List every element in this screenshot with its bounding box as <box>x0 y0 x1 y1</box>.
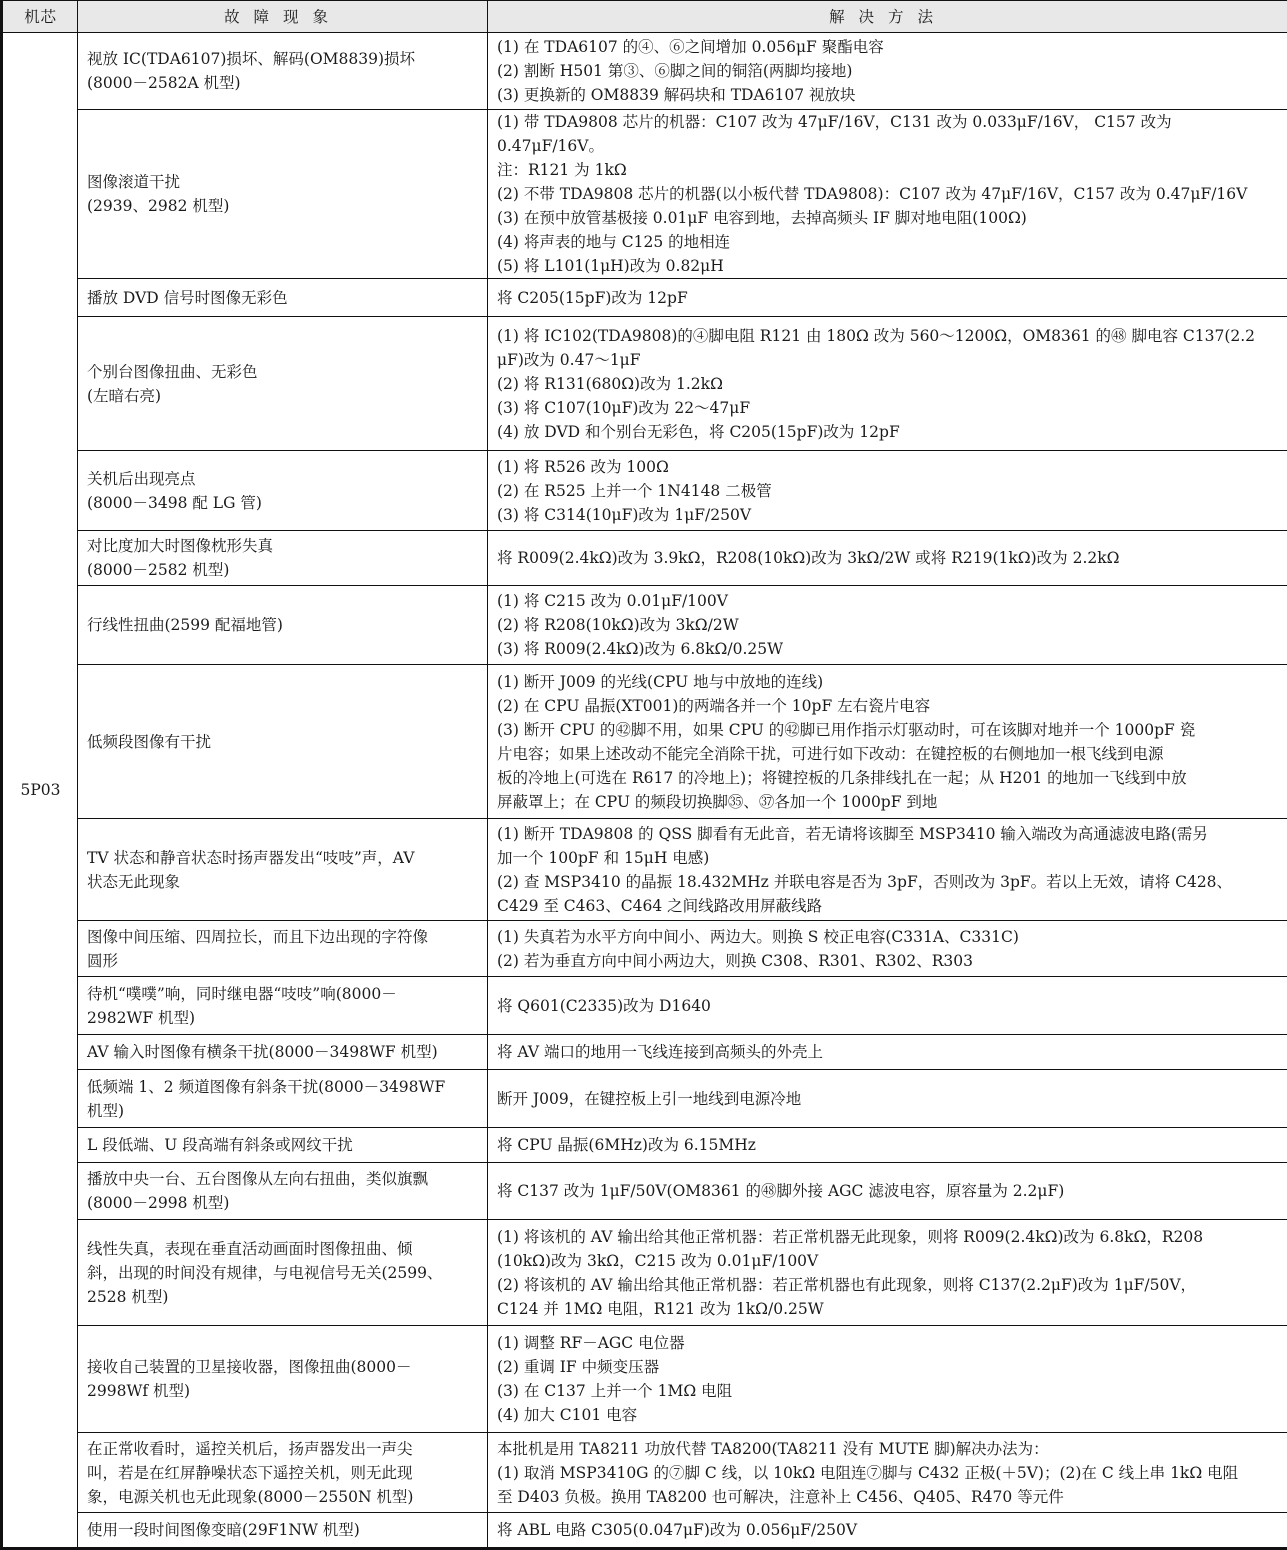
solution-line: (1) 带 TDA9808 芯片的机器：C107 改为 47μF/16V，C131 改为 0.033μF/16V， C157 改为 0.47μF/16V。 <box>497 110 1279 158</box>
solution-cell <box>488 1070 1287 1128</box>
solution-cell <box>488 317 1287 451</box>
solution-line: (1) 断开 J009 的光线(CPU 地与中放地的连线) <box>497 670 1279 694</box>
symptom-line: 对比度加大时图像枕形失真 <box>87 534 479 558</box>
solution-line: 将 C205(15pF)改为 12pF <box>497 286 1279 310</box>
header-symptom: 故障现象 <box>78 1 488 33</box>
symptom-line: 图像中间压缩、四周拉长，而且下边出现的字符像 <box>87 925 479 949</box>
solution-line: (2) 不带 TDA9808 芯片的机器(以小板代替 TDA9808)：C107 改为 47μF/16V，C157 改为 0.47μF/16V <box>497 182 1279 206</box>
symptom-cell <box>78 279 488 317</box>
symptom-cell <box>78 1513 488 1549</box>
symptom-line: 视放 IC(TDA6107)损坏、解码(OM8839)损坏 <box>87 47 479 71</box>
solution-cell <box>488 531 1287 586</box>
table-row <box>2 451 1287 531</box>
symptom-cell <box>78 1220 488 1326</box>
solution-cell <box>488 586 1287 665</box>
symptom-line: 在正常收看时，遥控关机后，扬声器发出一声尖 <box>87 1437 479 1461</box>
solution-line: 加一个 100pF 和 15μH 电感) <box>497 846 1279 870</box>
solution-line: (1) 调整 RF－AGC 电位器 <box>497 1331 1279 1355</box>
table-row <box>2 1163 1287 1220</box>
solution-line: C429 至 C463、C464 之间线路改用屏蔽线路 <box>497 894 1279 918</box>
solution-cell <box>488 33 1287 110</box>
solution-line: (4) 放 DVD 和个别台无彩色，将 C205(15pF)改为 12pF <box>497 420 1279 444</box>
solution-line: (3) 在预中放管基极接 0.01μF 电容到地，去掉高频头 IF 脚对地电阻(100Ω) <box>497 206 1279 230</box>
solution-line: (2) 查 MSP3410 的晶振 18.432MHz 并联电容是否为 3pF，否则改为 3pF。若以上无效，请将 C428、 <box>497 870 1279 894</box>
solution-line: (3) 将 C107(10μF)改为 22～47μF <box>497 396 1279 420</box>
solution-line: 屏蔽罩上；在 CPU 的频段切换脚㉟、㊲各加一个 1000pF 到地 <box>497 790 1279 814</box>
solution-line: (1) 将该机的 AV 输出给其他正常机器：若正常机器无此现象，则将 R009(2.4kΩ)改为 6.8kΩ，R208 <box>497 1225 1279 1249</box>
symptom-cell <box>78 33 488 110</box>
table-row <box>2 977 1287 1035</box>
solution-line: (2) 割断 H501 第③、⑥脚之间的铜箔(两脚均接地) <box>497 59 1279 83</box>
table-row <box>2 33 1287 110</box>
symptom-line: 低频端 1、2 频道图像有斜条干扰(8000－3498WF <box>87 1075 479 1099</box>
symptom-line: 接收自己装置的卫星接收器，图像扭曲(8000－ <box>87 1355 479 1379</box>
solution-line: (10kΩ)改为 3kΩ，C215 改为 0.01μF/100V <box>497 1249 1279 1273</box>
solution-cell <box>488 1433 1287 1513</box>
solution-line: 将 R009(2.4kΩ)改为 3.9kΩ，R208(10kΩ)改为 3kΩ/2W 或将 R219(1kΩ)改为 2.2kΩ <box>497 546 1279 570</box>
symptom-line: (8000－2998 机型) <box>87 1191 479 1215</box>
symptom-cell <box>78 977 488 1035</box>
solution-line: (2) 在 CPU 晶振(XT001)的两端各并一个 10pF 左右瓷片电容 <box>497 694 1279 718</box>
solution-line: 注：R121 为 1kΩ <box>497 158 1279 182</box>
table-row <box>2 279 1287 317</box>
symptom-line: 叫，若是在红屏静噪状态下遥控关机，则无此现 <box>87 1461 479 1485</box>
symptom-line: 机型) <box>87 1099 479 1123</box>
solution-cell <box>488 451 1287 531</box>
solution-line: 将 CPU 晶振(6MHz)改为 6.15MHz <box>497 1133 1279 1157</box>
solution-line: 将 C137 改为 1μF/50V(OM8361 的㊽脚外接 AGC 滤波电容，原容量为 2.2μF) <box>497 1179 1279 1203</box>
solution-cell <box>488 1220 1287 1326</box>
table-header-row <box>2 1 1287 33</box>
symptom-cell <box>78 1070 488 1128</box>
symptom-line: 2998Wf 机型) <box>87 1379 479 1403</box>
solution-line: (3) 更换新的 OM8839 解码块和 TDA6107 视放块 <box>497 83 1279 107</box>
symptom-line: 行线性扭曲(2599 配福地管) <box>87 613 479 637</box>
table-row <box>2 1513 1287 1549</box>
symptom-cell <box>78 317 488 451</box>
solution-line: (1) 将 IC102(TDA9808)的④脚电阻 R121 由 180Ω 改为 560～1200Ω，OM8361 的㊽ 脚电容 C137(2.2 <box>497 324 1279 348</box>
solution-line: (1) 取消 MSP3410G 的⑦脚 C 线，以 10kΩ 电阻连⑦脚与 C432 正极(＋5V)；(2)在 C 线上串 1kΩ 电阻 <box>497 1461 1279 1485</box>
symptom-line: 线性失真，表现在垂直活动画面时图像扭曲、倾 <box>87 1237 479 1261</box>
chip-model-cell: 5P03 <box>2 33 78 1549</box>
table-row <box>2 531 1287 586</box>
solution-cell <box>488 1163 1287 1220</box>
symptom-line: 低频段图像有干扰 <box>87 730 479 754</box>
solution-line: 本批机是用 TA8211 功放代替 TA8200(TA8211 没有 MUTE 脚)解决办法为： <box>497 1437 1279 1461</box>
solution-line: (2) 在 R525 上并一个 1N4148 二极管 <box>497 479 1279 503</box>
symptom-line: 象，电源关机也无此现象(8000－2550N 机型) <box>87 1485 479 1509</box>
table-row <box>2 1326 1287 1433</box>
symptom-cell <box>78 1035 488 1070</box>
symptom-line: (左暗右亮) <box>87 384 479 408</box>
symptom-line: (8000－3498 配 LG 管) <box>87 491 479 515</box>
solution-line: (4) 加大 C101 电容 <box>497 1403 1279 1427</box>
table-row <box>2 110 1287 279</box>
symptom-cell <box>78 451 488 531</box>
symptom-line: 待机“噗噗”响，同时继电器“吱吱”响(8000－ <box>87 982 479 1006</box>
solution-cell <box>488 110 1287 279</box>
symptom-cell <box>78 665 488 819</box>
table-row <box>2 665 1287 819</box>
solution-cell <box>488 977 1287 1035</box>
solution-cell <box>488 279 1287 317</box>
symptom-line: (8000－2582A 机型) <box>87 71 479 95</box>
solution-cell <box>488 921 1287 977</box>
solution-line: (4) 将声表的地与 C125 的地相连 <box>497 230 1279 254</box>
symptom-line: (8000－2582 机型) <box>87 558 479 582</box>
solution-cell <box>488 1513 1287 1549</box>
symptom-cell <box>78 1433 488 1513</box>
table-row <box>2 1035 1287 1070</box>
table-body <box>2 33 1287 1549</box>
table-row <box>2 1433 1287 1513</box>
solution-line: 至 D403 负极。换用 TA8200 也可解决，注意补上 C456、Q405、R470 等元件 <box>497 1485 1279 1509</box>
symptom-line: 斜，出现的时间没有规律，与电视信号无关(2599、 <box>87 1261 479 1285</box>
table-row <box>2 819 1287 921</box>
symptom-line: L 段低端、U 段高端有斜条或网纹干扰 <box>87 1133 479 1157</box>
header-solution: 解决方法 <box>488 1 1287 33</box>
solution-line: (1) 断开 TDA9808 的 QSS 脚看有无此音，若无请将该脚至 MSP3410 输入端改为高通滤波电路(需另 <box>497 822 1279 846</box>
solution-line: 将 ABL 电路 C305(0.047μF)改为 0.056μF/250V <box>497 1518 1279 1542</box>
solution-cell <box>488 1035 1287 1070</box>
symptom-line: 圆形 <box>87 949 479 973</box>
symptom-line: 播放中央一台、五台图像从左向右扭曲，类似旗飘 <box>87 1167 479 1191</box>
solution-line: (3) 将 C314(10μF)改为 1μF/250V <box>497 503 1279 527</box>
table-row <box>2 586 1287 665</box>
table-row <box>2 921 1287 977</box>
symptom-line: 播放 DVD 信号时图像无彩色 <box>87 286 479 310</box>
symptom-cell <box>78 531 488 586</box>
symptom-cell <box>78 110 488 279</box>
solution-line: (3) 在 C137 上并一个 1MΩ 电阻 <box>497 1379 1279 1403</box>
symptom-line: 关机后出现亮点 <box>87 467 479 491</box>
symptom-line: 使用一段时间图像变暗(29F1NW 机型) <box>87 1518 479 1542</box>
symptom-cell <box>78 921 488 977</box>
solution-line: 断开 J009，在键控板上引一地线到电源冷地 <box>497 1087 1279 1111</box>
solution-line: 将 Q601(C2335)改为 D1640 <box>497 994 1279 1018</box>
solution-line: C124 并 1MΩ 电阻，R121 改为 1kΩ/0.25W <box>497 1297 1279 1321</box>
table-row <box>2 317 1287 451</box>
solution-line: (3) 将 R009(2.4kΩ)改为 6.8kΩ/0.25W <box>497 637 1279 661</box>
symptom-line: 个别台图像扭曲、无彩色 <box>87 360 479 384</box>
symptom-cell <box>78 1326 488 1433</box>
solution-line: (2) 将该机的 AV 输出给其他正常机器：若正常机器也有此现象，则将 C137(2.2μF)改为 1μF/50V， <box>497 1273 1279 1297</box>
solution-cell <box>488 665 1287 819</box>
solution-line: (2) 重调 IF 中频变压器 <box>497 1355 1279 1379</box>
solution-line: 板的冷地上(可选在 R617 的冷地上)；将键控板的几条排线扎在一起；从 H201 的地加一飞线到中放 <box>497 766 1279 790</box>
symptom-line: 状态无此现象 <box>87 870 479 894</box>
solution-line: (5) 将 L101(1μH)改为 0.82μH <box>497 254 1279 278</box>
symptom-cell <box>78 819 488 921</box>
symptom-line: (2939、2982 机型) <box>87 194 479 218</box>
solution-line: (3) 断开 CPU 的㊷脚不用，如果 CPU 的㊷脚已用作指示灯驱动时，可在该脚对地并一个 1000pF 瓷 <box>497 718 1279 742</box>
header-chip: 机芯 <box>2 1 78 33</box>
solution-line: (1) 在 TDA6107 的④、⑥之间增加 0.056μF 聚酯电容 <box>497 35 1279 59</box>
symptom-line: 2982WF 机型) <box>87 1006 479 1030</box>
solution-line: 将 AV 端口的地用一飞线连接到高频头的外壳上 <box>497 1040 1279 1064</box>
symptom-line: 2528 机型) <box>87 1285 479 1309</box>
table-row <box>2 1220 1287 1326</box>
solution-line: (2) 将 R208(10kΩ)改为 3kΩ/2W <box>497 613 1279 637</box>
solution-line: (2) 若为垂直方向中间小两边大，则换 C308、R301、R302、R303 <box>497 949 1279 973</box>
table-row <box>2 1070 1287 1128</box>
solution-line: (1) 将 R526 改为 100Ω <box>497 455 1279 479</box>
symptom-cell <box>78 1128 488 1163</box>
symptom-line: AV 输入时图像有横条干扰(8000－3498WF 机型) <box>87 1040 479 1064</box>
solution-line: 片电容；如果上述改动不能完全消除干扰，可进行如下改动：在键控板的右侧地加一根飞线到电源 <box>497 742 1279 766</box>
solution-cell <box>488 819 1287 921</box>
solution-line: (1) 将 C215 改为 0.01μF/100V <box>497 589 1279 613</box>
symptom-line: 图像滚道干扰 <box>87 170 479 194</box>
solution-cell <box>488 1128 1287 1163</box>
symptom-cell <box>78 1163 488 1220</box>
solution-line: μF)改为 0.47～1μF <box>497 348 1279 372</box>
table-row <box>2 1128 1287 1163</box>
symptom-line: TV 状态和静音状态时扬声器发出“吱吱”声，AV <box>87 846 479 870</box>
solution-line: (2) 将 R131(680Ω)改为 1.2kΩ <box>497 372 1279 396</box>
solution-line: (1) 失真若为水平方向中间小、两边大。则换 S 校正电容(C331A、C331C) <box>497 925 1279 949</box>
solution-cell <box>488 1326 1287 1433</box>
symptom-cell <box>78 586 488 665</box>
